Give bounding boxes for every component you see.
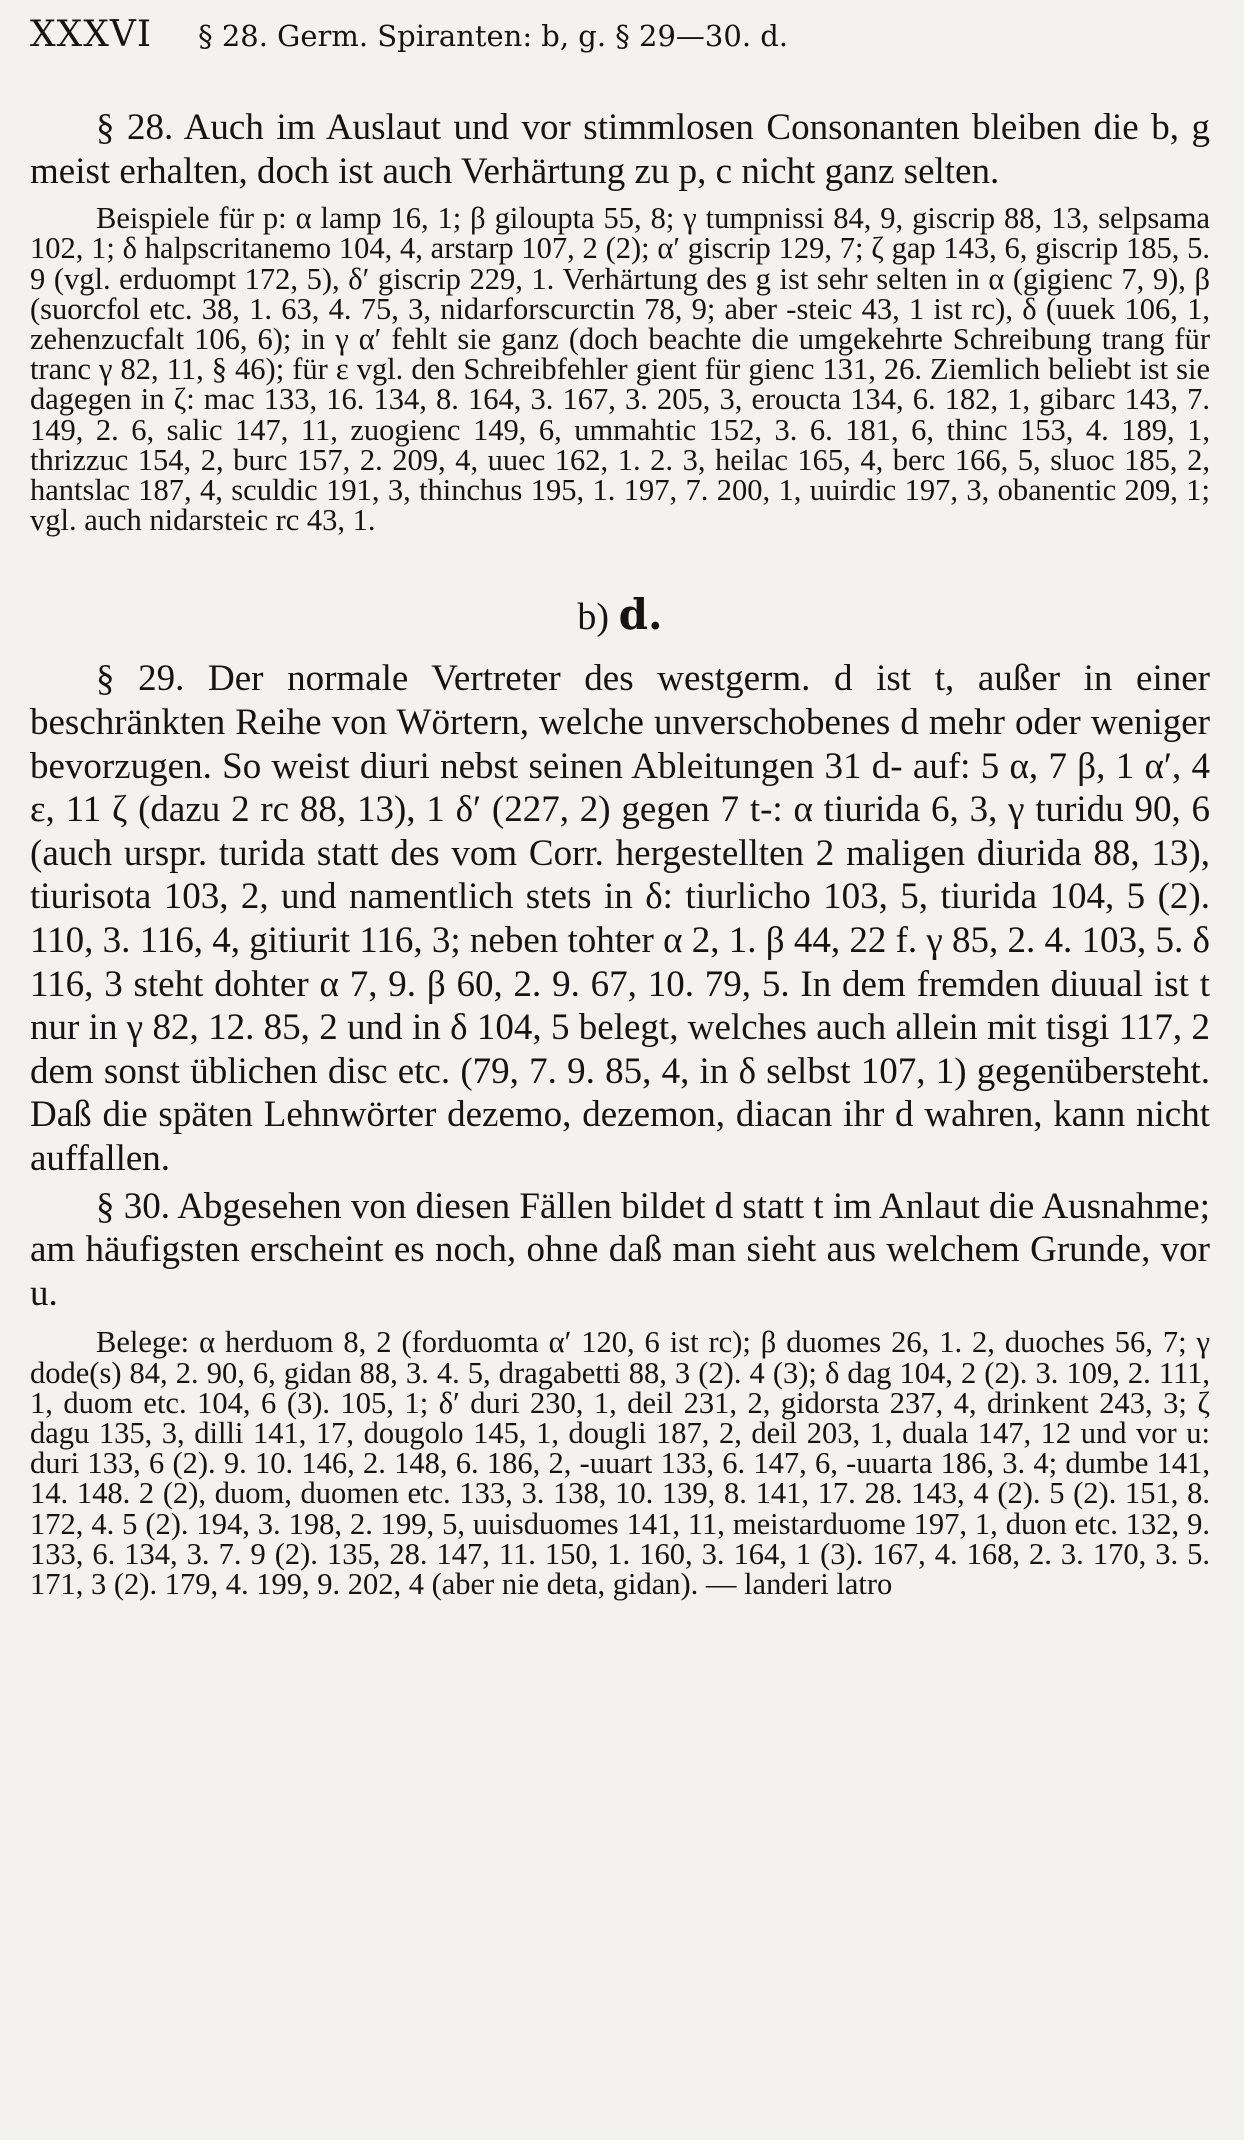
subsection-heading	[30, 587, 1210, 643]
section-28-paragraph: § 28. Auch im Auslaut und vor stimmlosen Consonanten bleiben die b, g meist erhalten, doch ist auch Verhärtung zu p, c nicht ganz selten.	[30, 107, 1210, 192]
running-header	[30, 14, 1210, 58]
section-30-paragraph: § 30. Abgesehen von diesen Fällen bildet d statt t im Anlaut die Ausnahme; am häufigsten erscheint es noch, ohne daß man sieht aus welchem Grunde, vor u.	[30, 1185, 1210, 1314]
page-number: XXXVI	[30, 14, 153, 55]
section-28-examples: Beispiele für p: α lamp 16, 1; β giloupta 55, 8; γ tumpnissi 84, 9, giscrip 88, 13, selpsama 102, 1; δ halpscritanemo 104, 4, arstarp 107, 2 (2); α′ giscrip 129, 7; ζ gap 143, 6, giscrip 185, 5. 9 (vgl. erduompt 172, 5), δ′ giscrip 229, 1. Verhärtung des g ist sehr selten in α (gigienc 7, 9), β (suorcfol etc. 38, 1. 63, 4. 75, 3, nidarforscurctin 78, 9; aber -steic 43, 1 ist rc), δ (uuek 106, 1, zehenzucfalt 106, 6); in γ α′ fehlt sie ganz (doch beachte die umgekehrte Schreibung trang für tranc γ 82, 11, § 46); für ε vgl. den Schreibfehler gient für gienc 131, 26. Ziemlich beliebt ist sie dagegen in ζ: mac 133, 16. 134, 8. 164, 3. 167, 3. 205, 3, eroucta 134, 6. 182, 1, gibarc 143, 7. 149, 2. 6, salic 147, 11, zuogienc 149, 6, ummahtic 152, 3. 6. 181, 6, thinc 153, 4. 189, 1, thrizzuc 154, 2, burc 157, 2. 209, 4, uuec 162, 1. 2. 3, heilac 165, 4, berc 166, 5, sluoc 185, 2, hantslac 187, 4, sculdic 191, 3, thinchus 195, 1. 197, 7. 200, 1, uuirdic 197, 3, obanentic 209, 1; vgl. auch nidarsteic rc 43, 1.	[30, 201, 1210, 538]
subsection-prefix: b)	[577, 596, 610, 639]
section-30-belege: Belege: α herduom 8, 2 (forduomta α′ 120, 6 ist rc); β duomes 26, 1. 2, duoches 56, 7; γ dode(s) 84, 2. 90, 6, gidan 88, 3. 4. 5, dragabetti 88, 3 (2). 4 (3); δ dag 104, 2 (2). 3. 109, 2. 111, 1, duom etc. 104, 6 (3). 105, 1; δ′ duri 230, 1, deil 231, 2, gidorsta 237, 4, drinkent 243, 3; ζ dagu 135, 3, dilli 141, 17, dougolo 145, 1, dougli 187, 2, deil 203, 1, duala 147, 12 und vor u: duri 133, 6 (2). 9. 10. 146, 2. 148, 6. 186, 2, -uuart 133, 6. 147, 6, -uuarta 186, 3. 4; dumbe 141, 14. 148. 2 (2), duom, duomen etc. 133, 3. 138, 10. 139, 8. 141, 17. 28. 143, 4 (2). 5 (2). 151, 8. 172, 4. 5 (2). 194, 3. 198, 2. 199, 5, uuisduomes 141, 11, meistarduome 197, 1, duon etc. 132, 9. 133, 6. 134, 3. 7. 9 (2). 135, 28. 147, 11. 150, 1. 160, 3. 164, 1 (3). 167, 4. 168, 2. 3. 170, 3. 5. 171, 3 (2). 179, 4. 199, 9. 202, 4 (aber nie deta, gidan). — landeri latro	[30, 1325, 1210, 1601]
subsection-letter: d.	[618, 590, 663, 640]
running-title: § 28. Germ. Spiranten: b, g. § 29—30. d.	[198, 19, 789, 53]
section-29-paragraph: § 29. Der normale Vertreter des westgerm. d ist t, außer in einer beschränkten Reihe von Wörtern, welche unverschobenes d mehr oder weniger bevorzugen. So weist diuri nebst seinen Ableitungen 31 d- auf: 5 α, 7 β, 1 α′, 4 ε, 11 ζ (dazu 2 rc 88, 13), 1 δ′ (227, 2) gegen 7 t-: α tiurida 6, 3, γ turidu 90, 6 (auch urspr. turida statt des vom Corr. hergestellten 2 maligen diurida 88, 13), tiurisota 103, 2, und namentlich stets in δ: tiurlicho 103, 5, tiurida 104, 5 (2). 110, 3. 116, 4, gitiurit 116, 3; neben tohter α 2, 1. β 44, 22 f. γ 85, 2. 4. 103, 5. δ 116, 3 steht dohter α 7, 9. β 60, 2. 9. 67, 10. 79, 5. In dem fremden diuual ist t nur in γ 82, 12. 85, 2 und in δ 104, 5 belegt, welches auch allein mit tisgi 117, 2 dem sonst üblichen disc etc. (79, 7. 9. 85, 4, in δ selbst 107, 1) gegenübersteht. Daß die späten Lehnwörter dezemo, dezemon, diacan ihr d wahren, kann nicht auffallen.	[30, 658, 1210, 1179]
